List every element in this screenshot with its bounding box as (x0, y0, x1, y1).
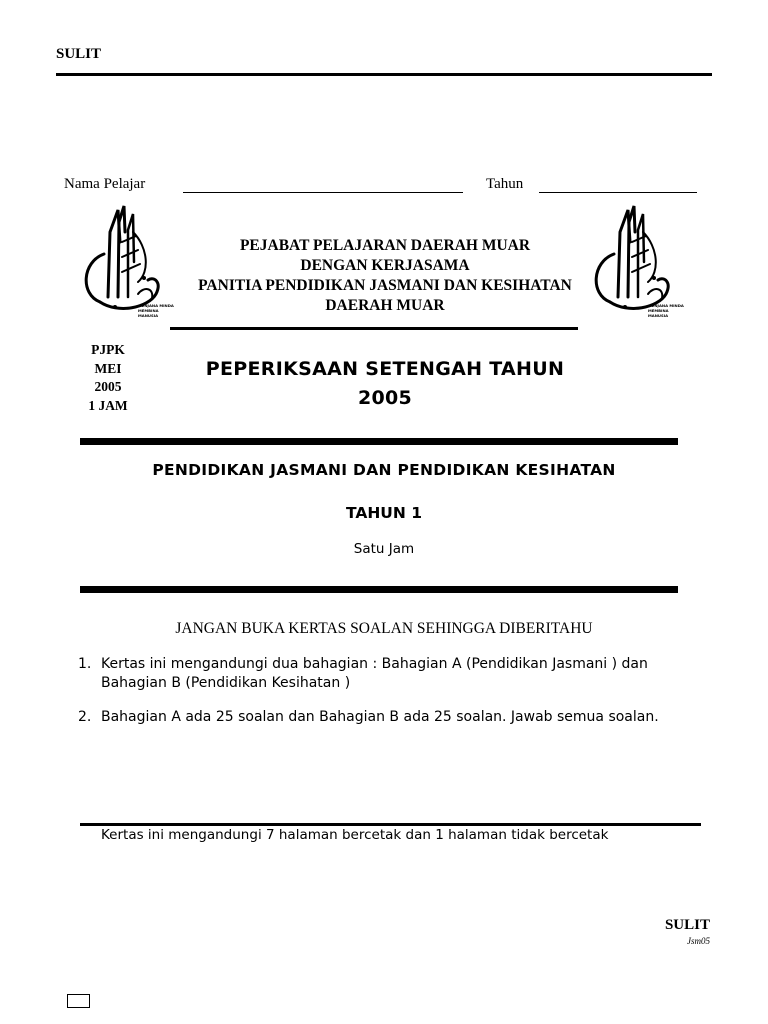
instruction-text: Bahagian A ada 25 soalan dan Bahagian B ada 25 soalan. Jawab semua soalan. (101, 709, 659, 725)
issuing-office-block (150, 236, 620, 316)
exam-title: PEPERIKSAAN SETENGAH TAHUN (205, 358, 565, 380)
page-marker-box (67, 994, 90, 1008)
logo-caption-2: MEMBINA MANUSIA (648, 308, 669, 318)
instruction-item (78, 708, 718, 727)
office-divider (170, 327, 578, 330)
office-line-1: PEJABAT PELAJARAN DAERAH MUAR (239, 237, 531, 254)
header-divider (56, 73, 712, 76)
level-title: TAHUN 1 (345, 504, 423, 522)
student-name-label: Nama Pelajar (64, 176, 146, 192)
paper-code-2: MEI (94, 360, 122, 376)
section-divider-bottom (80, 586, 678, 593)
logo-caption-2: MEMBINA MANUSIA (138, 308, 159, 318)
instruction-number: 1. (78, 656, 92, 672)
instruction-text: Kertas ini mengandungi dua bahagian : Bahagian A (Pendidikan Jasmani ) dan Bahagian B (Pendidikan Kesihatan ) (101, 656, 648, 691)
logo-caption-1: MENJANA MINDA (648, 303, 684, 308)
exam-year: 2005 (357, 387, 413, 409)
office-line-3: PANITIA PENDIDIKAN JASMANI DAN KESIHATAN (198, 277, 572, 294)
office-line-4: DAERAH MUAR (325, 297, 445, 314)
paper-code-3: 2005 (94, 379, 122, 394)
section-divider-top (80, 438, 678, 445)
duration-text: Satu Jam (353, 541, 415, 557)
classification-header: SULIT (56, 46, 102, 62)
exam-title-block (190, 355, 580, 413)
classification-footer: SULIT (664, 917, 710, 933)
instruction-item (78, 655, 718, 692)
year-label: Tahun (486, 176, 524, 192)
paper-code-1: PJPK (91, 342, 125, 357)
student-name-field[interactable] (183, 192, 463, 193)
document-code: Jsm05 (687, 936, 710, 946)
pages-note: Kertas ini mengandungi 7 halaman bercetak dan 1 halaman tidak bercetak (101, 827, 609, 843)
footer-divider (80, 823, 701, 826)
year-field[interactable] (539, 192, 697, 193)
warning-text: JANGAN BUKA KERTAS SOALAN SEHINGGA DIBERITAHU (175, 620, 593, 637)
instructions-list (78, 655, 718, 743)
office-line-2: DENGAN KERJASAMA (300, 257, 470, 274)
subject-title: PENDIDIKAN JASMANI DAN PENDIDIKAN KESIHATAN (152, 461, 616, 479)
instruction-number: 2. (78, 709, 92, 725)
logo-caption-1: MENJANA MINDA (138, 303, 174, 308)
paper-code-block (80, 341, 136, 415)
paper-code-4: 1 JAM (88, 397, 128, 413)
